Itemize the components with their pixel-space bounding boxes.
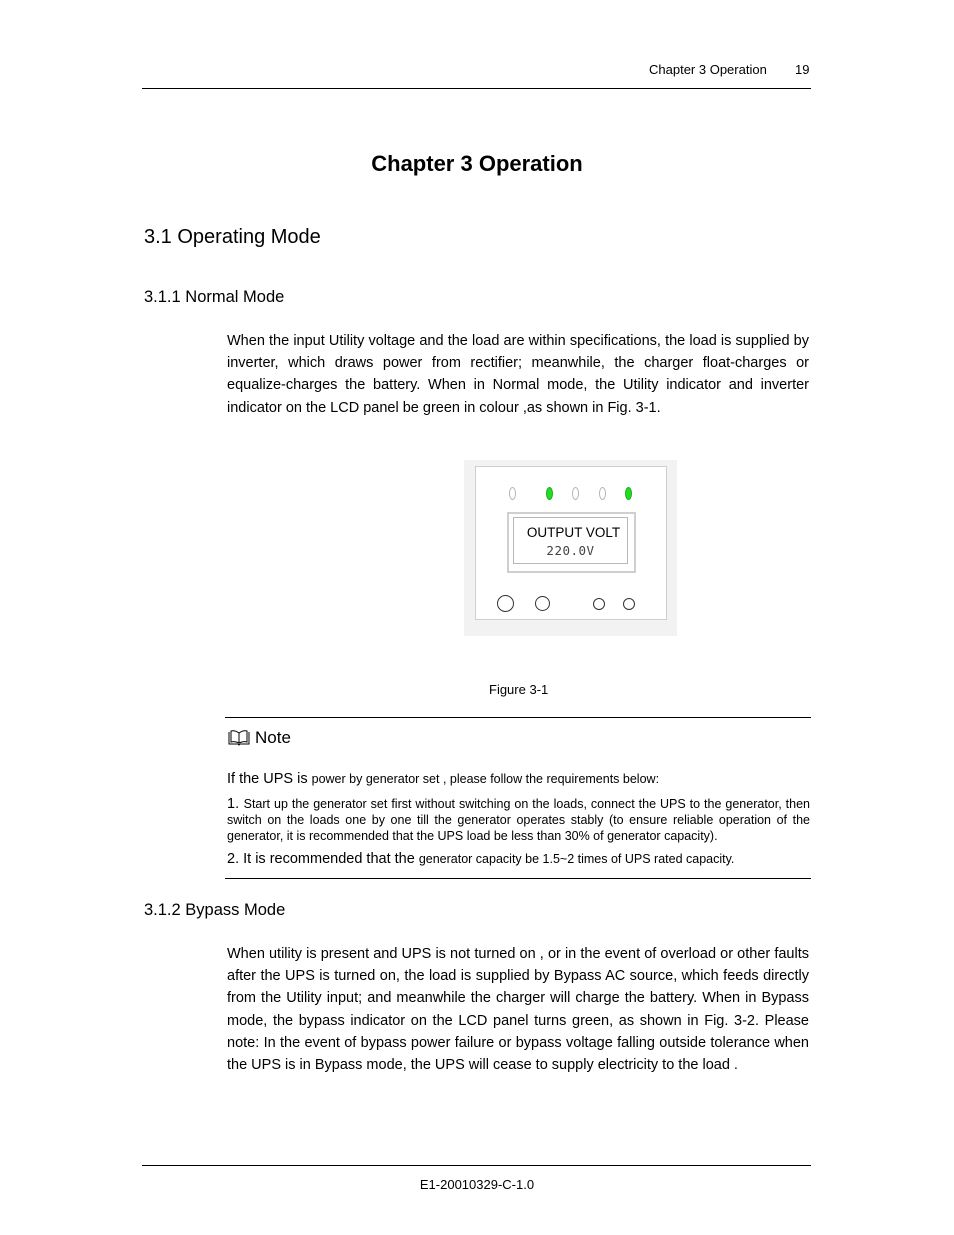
indicator-led-4 bbox=[599, 487, 606, 500]
book-icon bbox=[228, 730, 250, 746]
panel-button-4 bbox=[623, 598, 635, 610]
panel-button-1 bbox=[497, 595, 514, 612]
running-header-chapter: Chapter 3 Operation bbox=[649, 62, 767, 77]
document-code: E1-20010329-C-1.0 bbox=[419, 1177, 535, 1192]
indicator-led-utility bbox=[546, 487, 553, 500]
figure-caption: Figure 3-1 bbox=[489, 682, 549, 697]
lcd-display bbox=[507, 512, 636, 573]
subsection-heading-normal-mode: 3.1.1 Normal Mode bbox=[144, 288, 285, 306]
note-item-2: 2. It is recommended that the generator capacity be 1.5~2 times of UPS rated capacity. bbox=[227, 851, 735, 867]
indicator-led-inverter bbox=[625, 487, 632, 500]
section-heading: 3.1 Operating Mode bbox=[144, 226, 321, 248]
subsection-heading-bypass-mode: 3.1.2 Bypass Mode bbox=[144, 901, 286, 919]
note-intro: If the UPS is power by generator set , please follow the requirements below: bbox=[227, 771, 660, 787]
chapter-title: Chapter 3 Operation bbox=[371, 151, 583, 176]
lcd-line-2: 220.0V bbox=[546, 543, 595, 558]
note-top-rule bbox=[225, 717, 811, 718]
note-heading bbox=[228, 728, 291, 748]
lcd-panel-face bbox=[475, 466, 667, 620]
header-rule bbox=[142, 88, 811, 89]
footer-rule bbox=[142, 1165, 811, 1166]
lcd-line-1: OUTPUT VOLT bbox=[526, 525, 621, 540]
normal-mode-paragraph: When the input Utility voltage and the load are within specifications, the load is supplied by inverter, which draws power from rectifier; meanwhile, the charger float-charges or equalize-charges the battery. When in Normal mode, the Utility indicator and inverter indicator on the LCD panel be green in colour ,as shown in Fig. 3-1. bbox=[227, 333, 809, 416]
note-title: Note bbox=[255, 728, 291, 747]
lcd-panel-figure bbox=[464, 460, 677, 636]
bypass-mode-paragraph: When utility is present and UPS is not turned on , or in the event of overload or other faults after the UPS is turned on, the load is supplied by Bypass AC source, which feeds directly from the Utility input; and meanwhile the charger will charge the battery. When in Bypass mode, the bypass indicator on the LCD panel turns green, as shown in Fig. 3-2. Please note: In the event of bypass power failure or bypass voltage falling outside tolerance when the UPS is in Bypass mode, the UPS will cease to supply electricity to the load . bbox=[227, 946, 809, 1074]
note-item-1: 1. Start up the generator set first without switching on the loads, connect the UPS to the generator, then switch on the loads one by one till the generator operates stably (to ensure reliable operation of the generator, it is recommended that the UPS load be less than 30% of generator capacity). bbox=[227, 796, 810, 843]
page-number: 19 bbox=[795, 62, 810, 77]
panel-button-2 bbox=[535, 596, 550, 611]
note-bottom-rule bbox=[225, 878, 811, 879]
indicator-led-3 bbox=[572, 487, 579, 500]
lcd-screen bbox=[513, 517, 628, 564]
panel-button-3 bbox=[593, 598, 605, 610]
indicator-led-1 bbox=[509, 487, 516, 500]
